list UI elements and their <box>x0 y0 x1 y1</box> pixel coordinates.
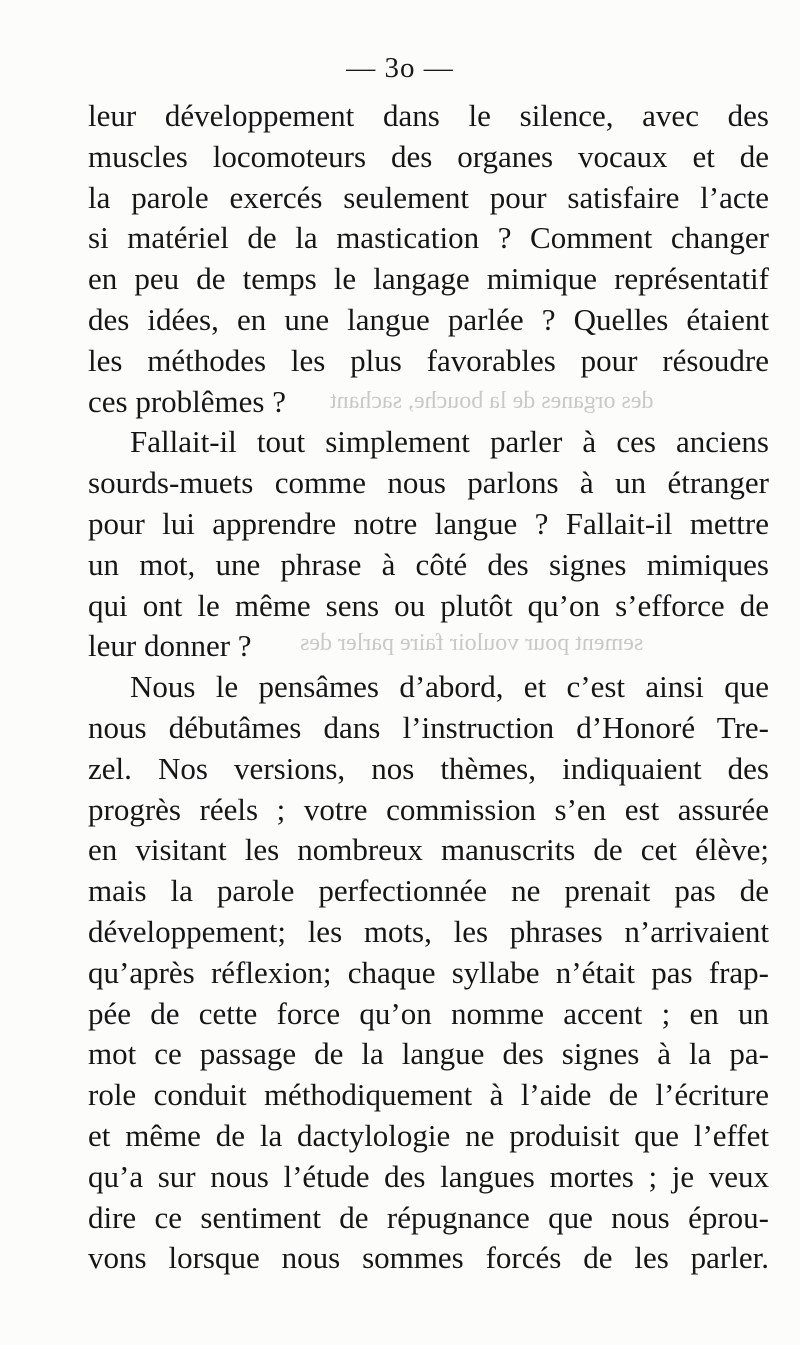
text-line: progrès réels ; votre commission s’en est assurée <box>88 791 769 827</box>
bleed-through-text-2: sement pour vouloir faire parler des <box>300 630 644 656</box>
text-line: développement; les mots, les phrases n’arrivaient <box>88 913 769 949</box>
text-line: leur donner ? <box>88 628 252 664</box>
text-line: pée de cette force qu’on nomme accent ; en un <box>88 995 769 1031</box>
text-line: Fallait-il tout simplement parler à ces anciens <box>130 424 769 460</box>
text-line: muscles locomoteurs des organes vocaux et de <box>88 138 769 174</box>
text-line: mot ce passage de la langue des signes à la pa- <box>88 1036 769 1072</box>
text-line: et même de la dactylologie ne produisit que l’effet <box>88 1117 769 1153</box>
text-line: vons lorsque nous sommes forcés de les parler. <box>88 1240 769 1276</box>
text-line: mais la parole perfectionnée ne prenait pas de <box>88 873 769 909</box>
text-line: en visitant les nombreux manuscrits de cet élève; <box>88 832 769 868</box>
text-line: en peu de temps le langage mimique représentatif <box>88 261 769 297</box>
text-line: leur développement dans le silence, avec des <box>88 98 769 133</box>
text-line: pour lui apprendre notre langue ? Fallait-il mettre <box>88 505 769 541</box>
text-line: sourds-muets comme nous parlons à un étranger <box>88 465 769 501</box>
text-line: si matériel de la mastication ? Comment changer <box>88 220 769 256</box>
text-line: des idées, en une langue parlée ? Quelles étaient <box>88 301 769 337</box>
page-number: — 3o — <box>346 52 454 84</box>
text-line: ces problêmes ? <box>88 383 286 419</box>
text-line: qu’a sur nous l’étude des langues mortes ; je veux <box>88 1158 769 1194</box>
body-text <box>88 96 769 1279</box>
text-line: nous débutâmes dans l’instruction d’Honoré Tre- <box>88 709 769 745</box>
text-line: qui ont le même sens ou plutôt qu’on s’efforce de <box>88 587 769 623</box>
text-line: les méthodes les plus favorables pour résoudre <box>88 342 769 378</box>
text-line: zel. Nos versions, nos thèmes, indiquaient des <box>88 750 769 786</box>
text-line: dire ce sentiment de répugnance que nous éprou- <box>88 1199 769 1235</box>
text-line: la parole exercés seulement pour satisfaire l’acte <box>88 179 769 215</box>
text-line: qu’après réflexion; chaque syllabe n’était pas frap- <box>88 954 769 990</box>
text-line: un mot, une phrase à côté des signes mimiques <box>88 546 769 582</box>
text-line: role conduit méthodiquement à l’aide de l’écriture <box>88 1077 769 1113</box>
bleed-through-text-1: des organes de la bouche, sachant <box>330 388 654 414</box>
text-line: Nous le pensâmes d’abord, et c’est ainsi que <box>130 669 769 705</box>
